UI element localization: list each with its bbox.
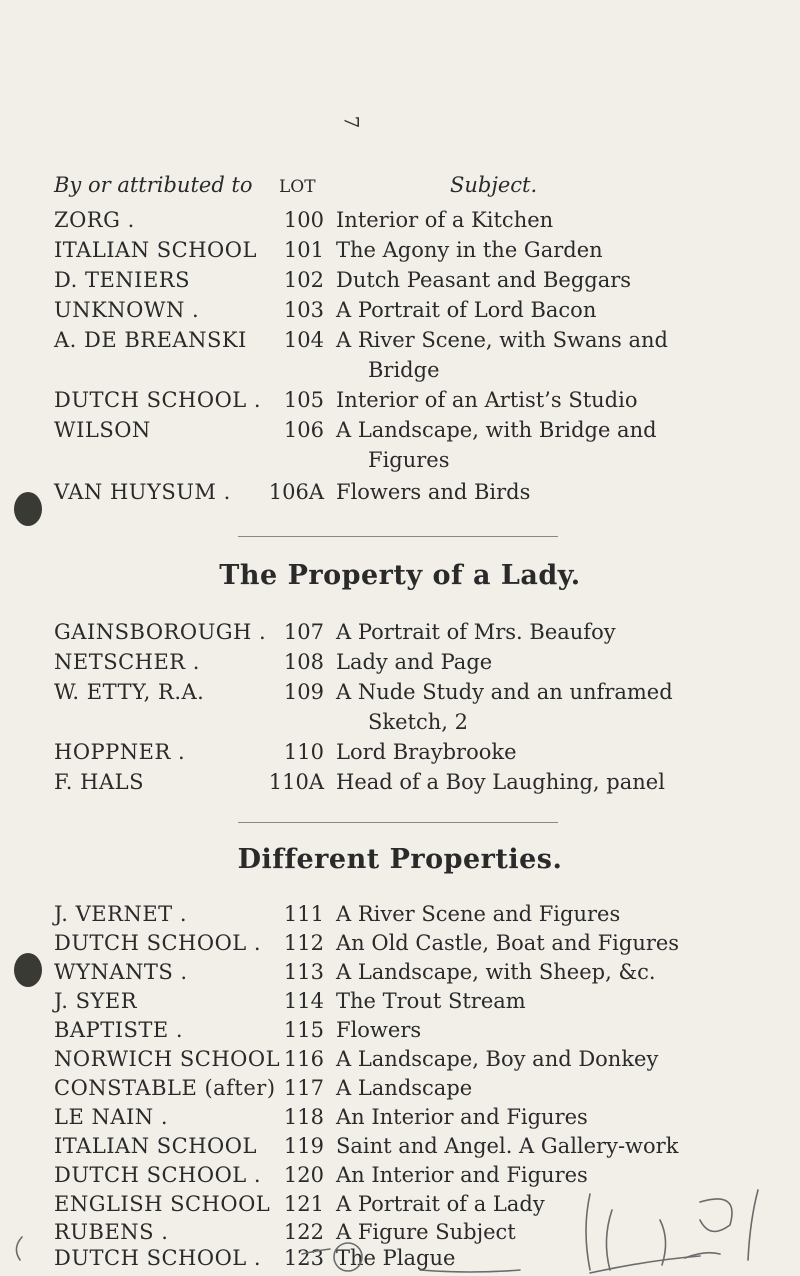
lot-subject: A River Scene and Figures: [336, 902, 621, 926]
lot-number: 101: [283, 238, 324, 262]
lot-number: 120: [283, 1163, 324, 1187]
lot-number: 118: [283, 1105, 324, 1129]
artist-name: BAPTISTE .: [54, 1018, 184, 1042]
lot-subject-continuation: Sketch, 2: [368, 710, 468, 734]
lot-subject: A Portrait of Lord Bacon: [336, 298, 597, 322]
lot-subject: The Agony in the Garden: [336, 238, 603, 262]
artist-name: CONSTABLE (after): [54, 1076, 276, 1100]
lot-number: 108: [283, 650, 324, 674]
artist-name: NORWICH SCHOOL: [54, 1047, 281, 1071]
artist-name: DUTCH SCHOOL .: [54, 1246, 262, 1270]
lot-subject: The Trout Stream: [336, 989, 526, 1013]
lot-subject: An Interior and Figures: [336, 1105, 588, 1129]
artist-name: WILSON: [54, 418, 151, 442]
lot-row: [0, 298, 800, 328]
lot-subject: Interior of an Artist’s Studio: [336, 388, 638, 412]
lot-row: [0, 902, 800, 932]
lot-subject: Flowers: [336, 1018, 422, 1042]
lot-number: 100: [283, 208, 324, 232]
artist-name: A. DE BREANSKI: [54, 328, 247, 352]
punch-hole: [14, 953, 42, 987]
lot-subject: A Figure Subject: [336, 1220, 516, 1244]
artist-name: DUTCH SCHOOL .: [54, 931, 262, 955]
artist-name: D. TENIERS: [54, 268, 190, 292]
section-title-different: Different Properties.: [237, 844, 563, 875]
lot-row: [0, 268, 800, 298]
lot-subject: A Landscape: [336, 1076, 473, 1100]
artist-name: WYNANTS .: [54, 960, 188, 984]
lot-number: 111: [283, 902, 324, 926]
artist-name: DUTCH SCHOOL .: [54, 1163, 262, 1187]
lot-row: [0, 238, 800, 268]
artist-name: VAN HUYSUM .: [54, 480, 231, 504]
lot-subject: Lady and Page: [336, 650, 493, 674]
lot-subject: A Nude Study and an unframed: [336, 680, 673, 704]
artist-name: DUTCH SCHOOL .: [54, 388, 262, 412]
lot-subject: A Landscape, with Bridge and: [336, 418, 657, 442]
lot-number: 110A: [268, 770, 324, 794]
lot-row: [0, 208, 800, 238]
artist-name: ITALIAN SCHOOL: [54, 1134, 257, 1158]
lot-row: [0, 388, 800, 418]
lot-row: [0, 1105, 800, 1135]
artist-name: J. SYER: [54, 989, 138, 1013]
artist-name: W. ETTY, R.A.: [54, 680, 205, 704]
lot-subject: A Portrait of a Lady: [336, 1192, 545, 1216]
lot-row: [0, 989, 800, 1019]
lot-row: [0, 328, 800, 358]
lot-subject: Dutch Peasant and Beggars: [336, 268, 632, 292]
lot-number: 107: [283, 620, 324, 644]
lot-subject: A Portrait of Mrs. Beaufoy: [336, 620, 616, 644]
lot-number: 119: [283, 1134, 324, 1158]
lot-row: [0, 480, 800, 510]
lot-subject-continuation: Figures: [368, 448, 450, 472]
punch-hole: [14, 492, 42, 526]
artist-name: NETSCHER .: [54, 650, 200, 674]
lot-row: [0, 931, 800, 961]
lot-subject: An Old Castle, Boat and Figures: [336, 931, 680, 955]
lot-number: 121: [283, 1192, 324, 1216]
lot-subject: Head of a Boy Laughing, panel: [336, 770, 665, 794]
lot-subject: Lord Braybrooke: [336, 740, 517, 764]
lot-number: 122: [283, 1220, 324, 1244]
artist-name: UNKNOWN .: [54, 298, 200, 322]
lot-subject: The Plague: [336, 1246, 456, 1270]
lot-number: 106A: [268, 480, 324, 504]
artist-name: RUBENS .: [54, 1220, 169, 1244]
lot-number: 113: [283, 960, 324, 984]
artist-name: LE NAIN .: [54, 1105, 169, 1129]
lot-number: 102: [283, 268, 324, 292]
pencil-annotation: [0, 1170, 800, 1275]
lot-row: [0, 740, 800, 770]
lot-row: [0, 960, 800, 990]
lot-number: 123: [283, 1246, 324, 1270]
lot-row: [0, 1134, 800, 1164]
lot-number: 106: [283, 418, 324, 442]
artist-name: ZORG .: [54, 208, 135, 232]
lot-row: [0, 1018, 800, 1048]
lot-subject: A River Scene, with Swans and: [336, 328, 668, 352]
lot-subject: Saint and Angel. A Gallery-work: [336, 1134, 679, 1158]
lot-column-header: LOT: [279, 177, 316, 197]
artist-name: F. HALS: [54, 770, 144, 794]
lot-subject: Interior of a Kitchen: [336, 208, 554, 232]
artist-name: HOPPNER .: [54, 740, 186, 764]
lot-row: [0, 650, 800, 680]
lot-subject: An Interior and Figures: [336, 1163, 588, 1187]
lot-row: [0, 620, 800, 650]
section-divider: [238, 536, 558, 537]
lot-row: [0, 1047, 800, 1077]
lot-row: [0, 680, 800, 710]
lot-number: 110: [283, 740, 324, 764]
lot-row: [0, 1076, 800, 1106]
page-number: 7: [339, 115, 364, 129]
artist-name: ENGLISH SCHOOL: [54, 1192, 271, 1216]
lot-number: 114: [283, 989, 324, 1013]
lot-subject: Flowers and Birds: [336, 480, 531, 504]
lot-number: 104: [283, 328, 324, 352]
lot-number: 103: [283, 298, 324, 322]
lot-subject: A Landscape, with Sheep, &c.: [336, 960, 656, 984]
section-divider: [238, 822, 558, 823]
lot-number: 117: [283, 1076, 324, 1100]
subject-column-header: Subject.: [450, 173, 538, 197]
section-title-lady: The Property of a Lady.: [219, 560, 581, 591]
artist-name: GAINSBOROUGH .: [54, 620, 267, 644]
lot-number: 109: [283, 680, 324, 704]
lot-number: 112: [283, 931, 324, 955]
artist-name: ITALIAN SCHOOL: [54, 238, 257, 262]
lot-row: [0, 770, 800, 800]
lot-number: 116: [283, 1047, 324, 1071]
lot-number: 115: [283, 1018, 324, 1042]
lot-subject-continuation: Bridge: [368, 358, 440, 382]
artist-column-header: By or attributed to: [54, 173, 253, 197]
lot-number: 105: [283, 388, 324, 412]
lot-row: [0, 418, 800, 448]
lot-subject: A Landscape, Boy and Donkey: [336, 1047, 659, 1071]
artist-name: J. VERNET .: [54, 902, 188, 926]
